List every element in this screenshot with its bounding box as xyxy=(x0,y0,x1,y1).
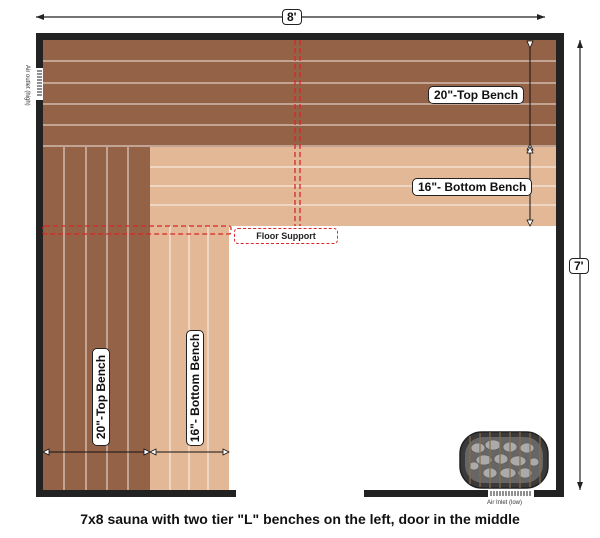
air-outlet-vent-icon xyxy=(36,68,43,100)
air-inlet-label: Air Inlet (low) xyxy=(487,500,523,506)
depth-label: 7' xyxy=(569,258,589,274)
depth-arrow-top xyxy=(577,40,583,48)
sauna-heater-icon xyxy=(460,432,548,488)
air-inlet-vent-icon xyxy=(488,490,534,497)
bottom-bench-horizontal-label: 16"- Bottom Bench xyxy=(412,178,532,196)
wall-left xyxy=(36,33,43,497)
floor-support-label: Floor Support xyxy=(234,228,338,244)
diagram-caption: 7x8 sauna with two tier "L" benches on the left, door in the middle xyxy=(80,511,520,527)
top-bench-horizontal-label: 20"-Top Bench xyxy=(428,86,524,104)
width-arrow-left xyxy=(36,14,44,20)
bottom-bench-vertical-label: 16"- Bottom Bench xyxy=(186,330,204,446)
wall-right xyxy=(556,33,564,497)
wall-top xyxy=(36,33,564,40)
top-bench-vertical-label: 20"-Top Bench xyxy=(92,348,110,446)
wall-bottom-left xyxy=(36,490,236,497)
width-label: 8' xyxy=(282,9,302,25)
width-arrow-right xyxy=(537,14,545,20)
air-outlet-label: Air outlet (high) xyxy=(24,65,30,106)
depth-arrow-bottom xyxy=(577,482,583,490)
